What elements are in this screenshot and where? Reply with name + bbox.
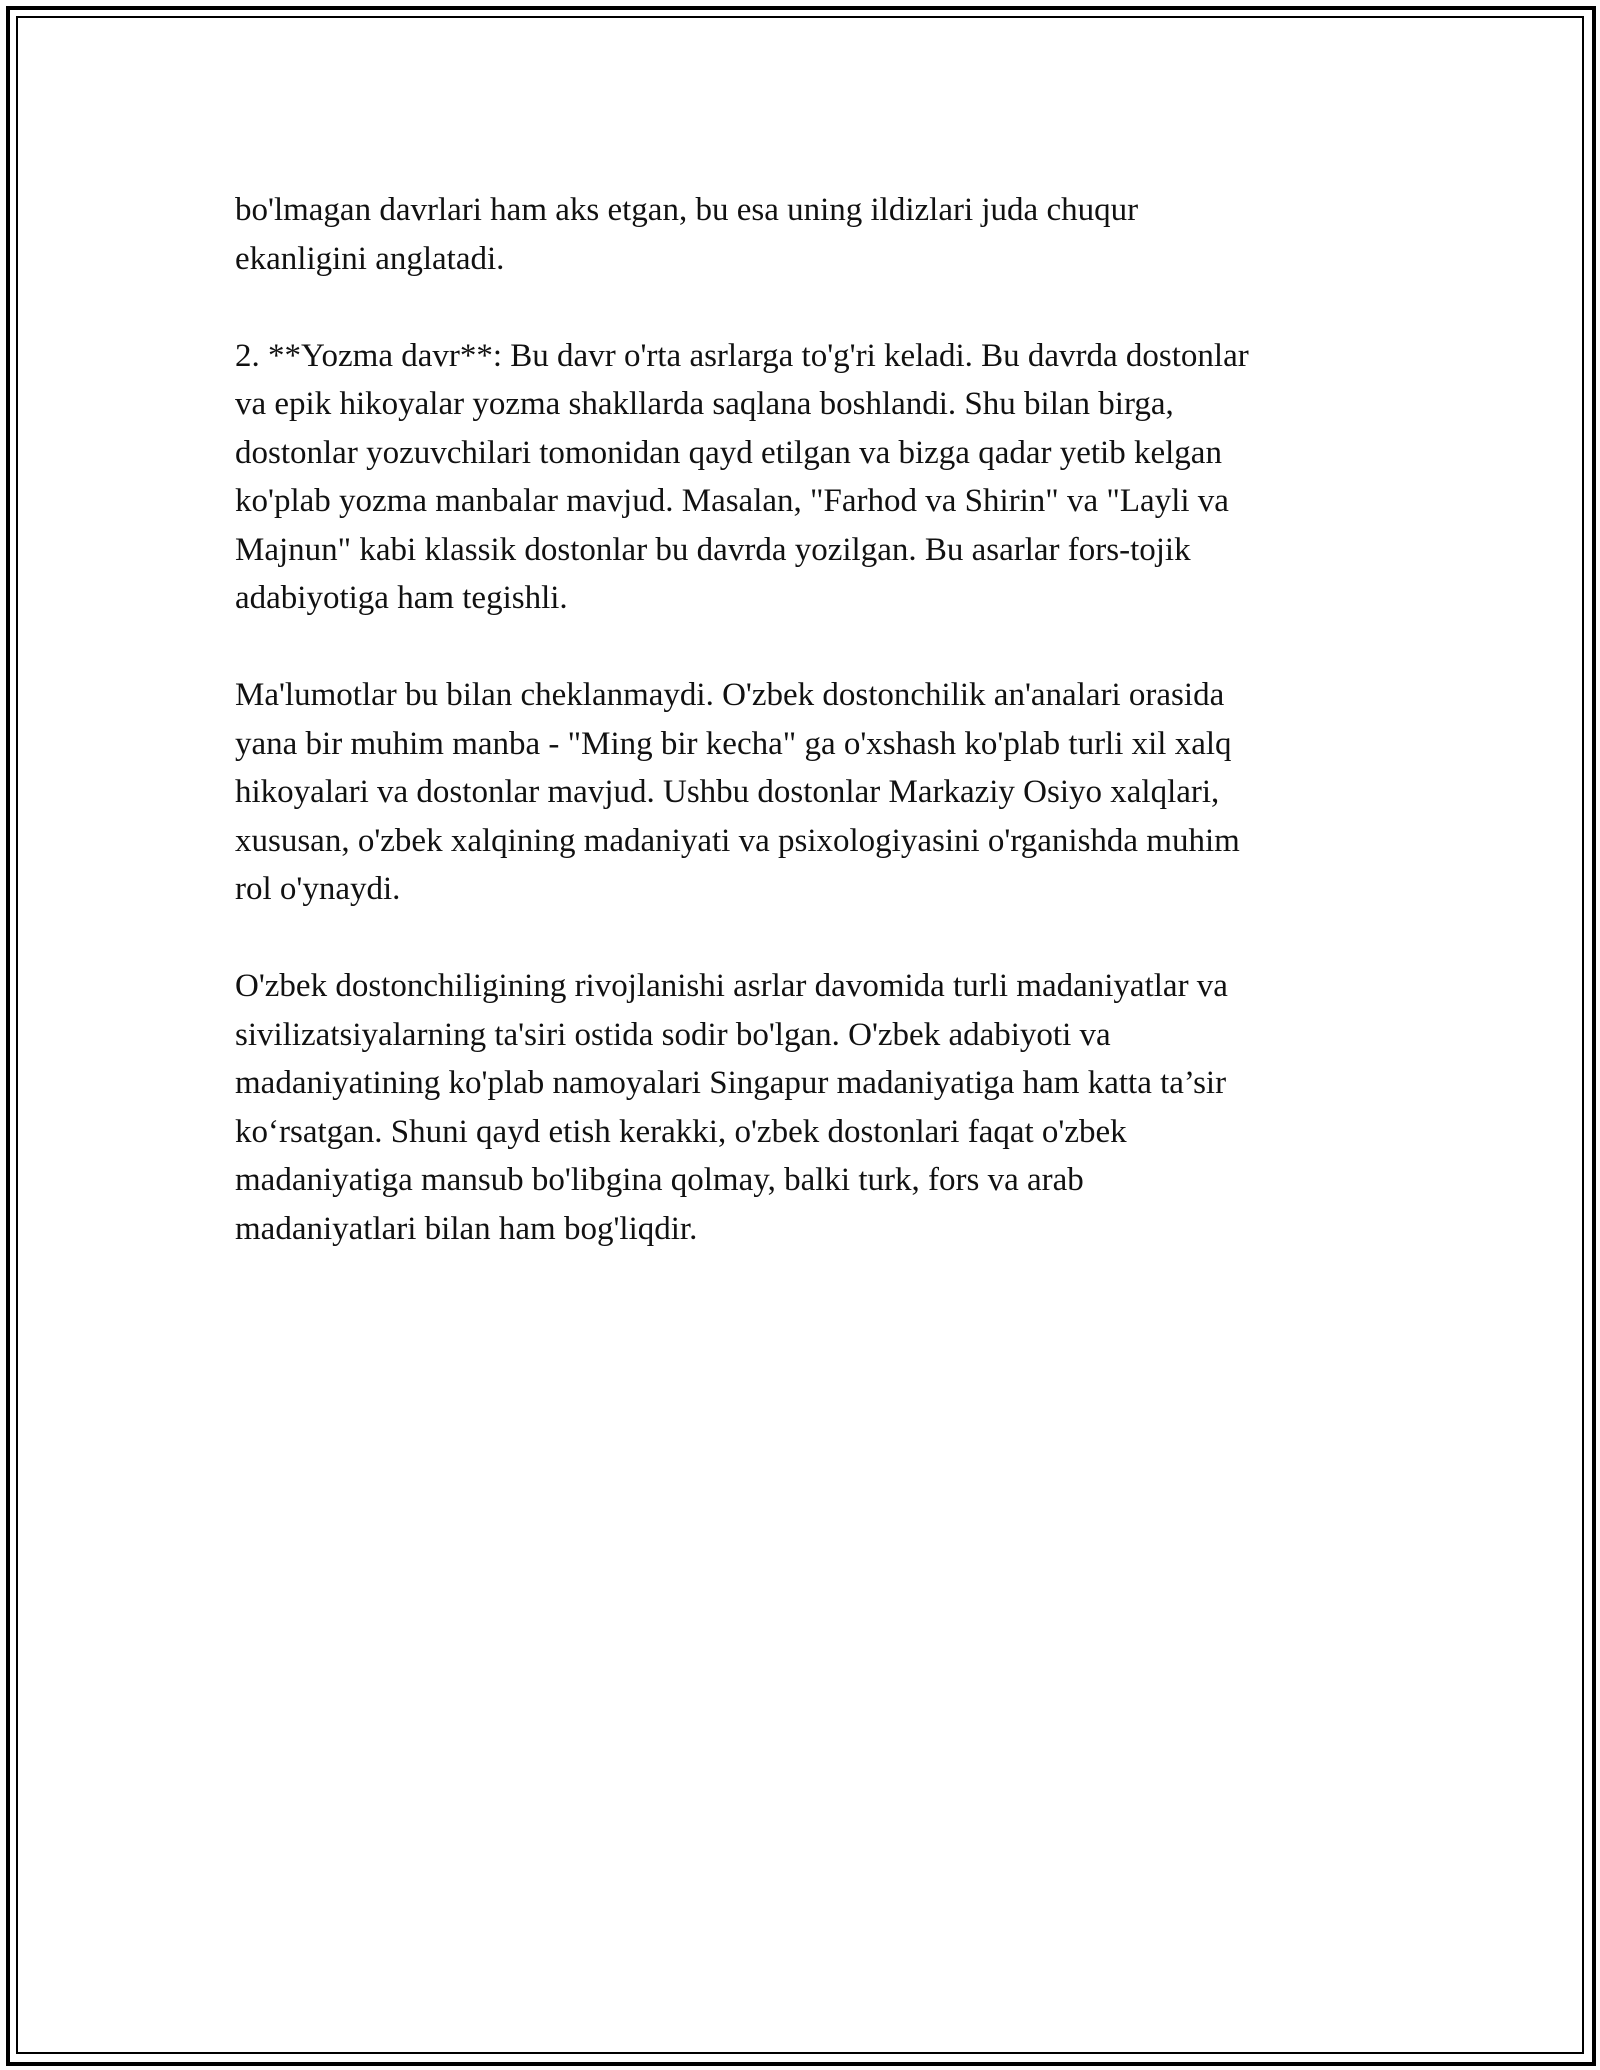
paragraph-4: O'zbek dostonchiligining rivojlanishi asrlar davomida turli madaniyatlar va sivilizatsiyalarning ta'siri ostida sodir bo'lgan. O'zbek adabiyoti va madaniyatining ko'plab namoyalari Singapur madaniyatiga ham katta ta’sir ko‘rsatgan. Shuni qayd etish kerakki, o'zbek dostonlari faqat o'zbek madaniyatiga mansub bo'libgina qolmay, balki turk, fors va arab madaniyatlari bilan ham bog'liqdir. <box>235 968 1228 1247</box>
paragraph-3: Ma'lumotlar bu bilan cheklanmaydi. O'zbek dostonchilik an'analari orasida yana bir muhim manba - "Ming bir kecha" ga o'xshash ko'plab turli xil xalq hikoyalari va dostonlar mavjud. Ushbu dostonlar Markaziy Osiyo xalqlari, xususan, o'zbek xalqining madaniyati va psixologiyasini o'rganishda muhim rol o'ynaydi. <box>235 677 1240 907</box>
document-body <box>235 186 1375 1253</box>
paragraph-1: bo'lmagan davrlari ham aks etgan, bu esa uning ildizlari juda chuqur ekanligini anglatadi. <box>235 192 1139 277</box>
paragraph-2: 2. **Yozma davr**: Bu davr o'rta asrlarga to'g'ri keladi. Bu davrda dostonlar va epik hikoyalar yozma shakllarda saqlana boshlandi. Shu bilan birga, dostonlar yozuvchilari tomonidan qayd etilgan va bizga qadar yetib kelgan ko'plab yozma manbalar mavjud. Masalan, "Farhod va Shirin" va "Layli va Majnun" kabi klassik dostonlar bu davrda yozilgan. Bu asarlar fors-tojik adabiyotiga ham tegishli. <box>235 337 1249 616</box>
